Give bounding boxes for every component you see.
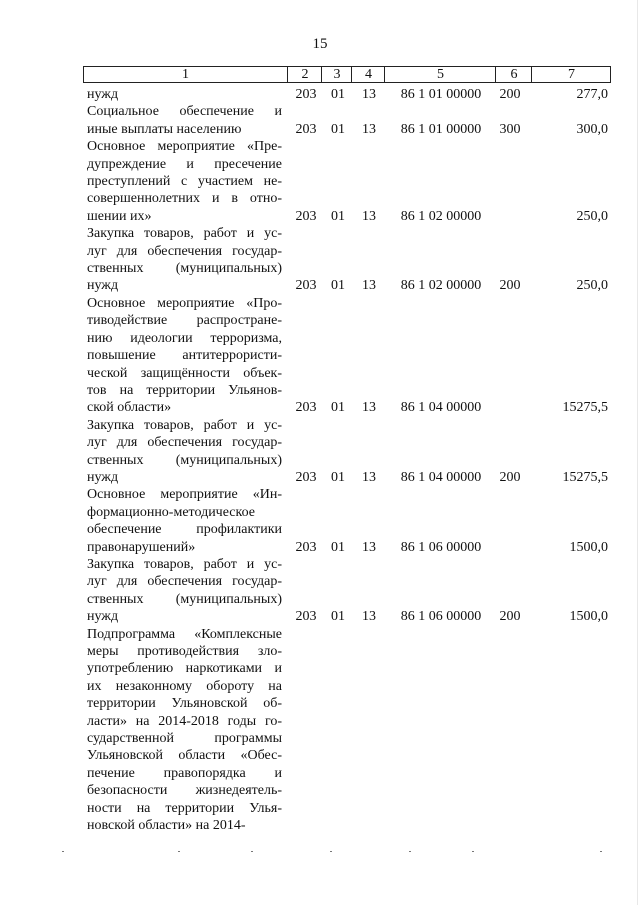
scan-dot [600, 851, 602, 852]
table-row [0, 103, 640, 138]
row-name-line: тов на территории Ульянов- [87, 382, 282, 398]
row-name-line: Закупка товаров, работ и ус- [87, 417, 282, 433]
row-col-4: 13 [362, 469, 376, 485]
row-col-5: 86 1 04 00000 [400, 469, 482, 485]
scan-dot [178, 851, 180, 852]
row-name-line: территории Ульяновской об- [87, 696, 282, 712]
row-name-line: шении их» [87, 208, 152, 224]
row-name-line: повышение антитеррористи- [87, 348, 282, 364]
row-col-3: 01 [331, 609, 345, 625]
row-name [87, 556, 282, 626]
row-col-3: 01 [331, 469, 345, 485]
row-name-line: ности на территории Улья- [87, 800, 282, 816]
scan-dot [62, 851, 64, 852]
scan-dot [251, 851, 253, 852]
row-col-7: 277,0 [576, 87, 608, 102]
row-name-line: иные выплаты населению [87, 121, 242, 137]
row-col-6: 200 [499, 469, 521, 485]
row-name-line: нию идеологии терроризма, [87, 330, 282, 346]
header-col-4: 4 [351, 67, 385, 82]
row-name-line: Социальное обеспечение и [87, 104, 282, 120]
row-name [87, 626, 282, 835]
table-row [0, 225, 640, 295]
row-col-4: 13 [362, 121, 376, 137]
row-name-line: Основное мероприятие «Про- [87, 295, 282, 311]
page-number: 15 [312, 36, 328, 52]
row-col-3: 01 [331, 539, 345, 555]
row-col-3: 01 [331, 278, 345, 294]
row-name-line: дупреждение и пресечение [87, 156, 282, 172]
row-col-7: 15275,5 [562, 400, 608, 416]
row-col-5: 86 1 02 00000 [400, 208, 482, 224]
scan-dots [0, 851, 640, 857]
header-col-5: 5 [384, 67, 496, 82]
row-col-2: 203 [295, 121, 317, 137]
row-name-line: Основное мероприятие «Пре- [87, 139, 282, 155]
row-col-6: 200 [499, 609, 521, 625]
row-col-7: 15275,5 [562, 469, 608, 485]
row-col-2: 203 [295, 400, 317, 416]
row-name-line: меры противодействия зло- [87, 644, 282, 659]
row-col-7: 250,0 [576, 278, 608, 294]
row-name-line: луг для обеспечения государ- [87, 243, 282, 259]
row-name-line: формационно-методическое [87, 504, 255, 520]
row-name [87, 417, 282, 487]
header-col-1: 1 [182, 67, 189, 82]
scan-dot [330, 851, 332, 852]
row-col-2: 203 [295, 87, 317, 102]
table-row [0, 486, 640, 556]
row-col-3: 01 [331, 121, 345, 137]
row-name-line: нужд [87, 469, 119, 485]
row-col-2: 203 [295, 278, 317, 294]
header-col-6: 6 [495, 67, 532, 82]
row-col-5: 86 1 01 00000 [400, 121, 482, 137]
row-col-2: 203 [295, 208, 317, 224]
table-row [0, 417, 640, 487]
row-name-line: употреблению наркотиками и [87, 661, 282, 677]
row-name-line: Ульяновской области «Обес- [87, 748, 282, 764]
row-name-line: нужд [87, 609, 119, 625]
row-col-7: 250,0 [576, 208, 608, 224]
row-name-line: луг для обеспечения государ- [87, 574, 282, 590]
row-col-4: 13 [362, 278, 376, 294]
row-col-7: 300,0 [576, 121, 608, 137]
table-row [0, 86, 640, 103]
row-name-line: сударственной программы [87, 731, 282, 747]
row-name-line: ственных (муниципальных) [87, 591, 282, 607]
row-col-4: 13 [362, 400, 376, 416]
row-col-7: 1500,0 [569, 539, 608, 555]
table-row [0, 626, 640, 835]
scan-dot [472, 851, 474, 852]
row-name-line: нужд [87, 87, 119, 102]
row-name-line: Закупка товаров, работ и ус- [87, 226, 282, 242]
row-col-6: 300 [499, 121, 521, 137]
row-col-3: 01 [331, 87, 345, 102]
row-name-line: нужд [87, 278, 119, 294]
row-name-line: безопасности жизнедеятель- [87, 783, 282, 799]
table-header [83, 66, 611, 83]
row-col-5: 86 1 06 00000 [400, 609, 482, 625]
row-name [87, 295, 282, 417]
row-col-4: 13 [362, 208, 376, 224]
row-col-5: 86 1 04 00000 [400, 400, 482, 416]
row-col-5: 86 1 06 00000 [400, 539, 482, 555]
row-name-line: обеспечение профилактики [87, 522, 282, 538]
row-name-line: Закупка товаров, работ и ус- [87, 556, 282, 572]
row-col-3: 01 [331, 400, 345, 416]
row-name-line: преступлений с участием не- [87, 174, 282, 190]
row-col-6: 200 [499, 278, 521, 294]
row-name-line: ческой защищённости объек- [87, 365, 282, 381]
row-col-5: 86 1 01 00000 [400, 87, 482, 102]
row-name [87, 486, 282, 556]
header-col-2: 2 [287, 67, 322, 82]
table-row [0, 138, 640, 225]
row-col-5: 86 1 02 00000 [400, 278, 482, 294]
row-col-2: 203 [295, 609, 317, 625]
row-col-6: 200 [499, 87, 521, 102]
row-name-line: новской области» на 2014- [87, 818, 246, 834]
row-col-7: 1500,0 [569, 609, 608, 625]
row-name-line: ской области» [87, 400, 172, 416]
row-name [87, 103, 282, 138]
row-col-4: 13 [362, 87, 376, 102]
row-name-line: ственных (муниципальных) [87, 452, 282, 468]
row-name [87, 86, 282, 103]
row-col-2: 203 [295, 539, 317, 555]
table-row [0, 556, 640, 626]
table-body [0, 86, 640, 834]
row-col-4: 13 [362, 539, 376, 555]
row-name [87, 138, 282, 225]
row-name-line: ласти» на 2014-2018 годы го- [87, 713, 282, 729]
table-row [0, 295, 640, 417]
scan-dot [409, 851, 411, 852]
row-name-line: Подпрограмма «Комплексные [87, 626, 282, 642]
row-name-line: луг для обеспечения государ- [87, 435, 282, 451]
row-col-3: 01 [331, 208, 345, 224]
header-col-3: 3 [321, 67, 352, 82]
row-col-4: 13 [362, 609, 376, 625]
row-name-line: тиводействие распростране- [87, 313, 282, 329]
row-name-line: Основное мероприятие «Ин- [87, 487, 282, 503]
row-name-line: их незаконному обороту на [87, 678, 282, 694]
row-name-line: печение правопорядка и [87, 765, 282, 781]
row-name [87, 225, 282, 295]
row-name-line: ственных (муниципальных) [87, 261, 282, 277]
row-col-2: 203 [295, 469, 317, 485]
header-col-7: 7 [531, 67, 611, 82]
row-name-line: правонарушений» [87, 539, 196, 555]
row-name-line: совершеннолетних и в отно- [87, 191, 282, 207]
